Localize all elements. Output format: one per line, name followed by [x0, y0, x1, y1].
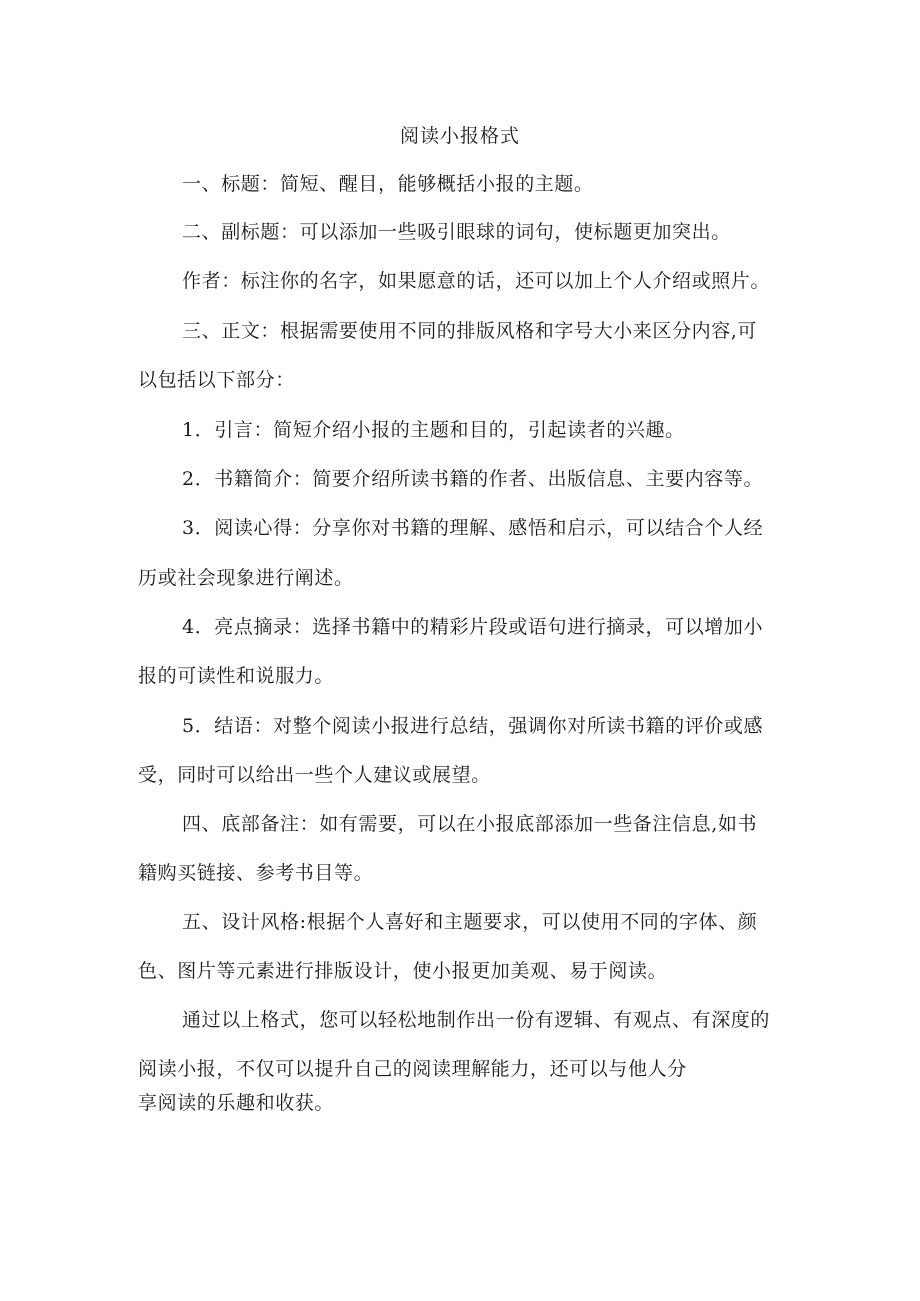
text-line-heading-1: 一、标题：简短、醒目，能够概括小报的主题。 — [182, 173, 594, 195]
text-line-item-3: 3．阅读心得：分享你对书籍的理解、感悟和启示，可以结合个人经 — [182, 517, 764, 539]
text-line-item-5: 5．结语：对整个阅读小报进行总结，强调你对所读书籍的评价或感 — [182, 715, 764, 737]
text-line-conclusion: 通过以上格式，您可以轻松地制作出一份有逻辑、有观点、有深度的 — [182, 1009, 771, 1031]
text-line-body-intro-cont: 以包括以下部分： — [138, 369, 295, 391]
text-line-conclusion-cont-1: 阅读小报，不仅可以提升自己的阅读理解能力，还可以与他人分 — [138, 1058, 687, 1080]
text-line-item-4: 4．亮点摘录：选择书籍中的精彩片段或语句进行摘录，可以增加小 — [182, 616, 764, 638]
text-line-item-3-cont: 历或社会现象进行阐述。 — [138, 567, 354, 589]
text-line-item-2: 2．书籍简介：简要介绍所读书籍的作者、出版信息、主要内容等。 — [182, 468, 764, 490]
text-line-item-1: 1．引言：简短介绍小报的主题和目的，引起读者的兴趣。 — [182, 419, 685, 441]
text-line-design-style: 五、设计风格:根据个人喜好和主题要求，可以使用不同的字体、颜 — [182, 911, 758, 933]
text-line-footer-notes: 四、底部备注：如有需要，可以在小报底部添加一些备注信息,如书 — [182, 813, 758, 835]
text-line-body-intro: 三、正文：根据需要使用不同的排版风格和字号大小来区分内容,可 — [182, 320, 758, 342]
text-line-subtitle: 二、副标题：可以添加一些吸引眼球的词句，使标题更加突出。 — [182, 221, 731, 243]
text-line-author: 作者：标注你的名字，如果愿意的话，还可以加上个人介绍或照片。 — [182, 270, 771, 292]
text-line-conclusion-cont-2: 享阅读的乐趣和收获。 — [138, 1092, 335, 1114]
text-line-item-5-cont: 受，同时可以给出一些个人建议或展望。 — [138, 764, 491, 786]
text-line-design-style-cont: 色、图片等元素进行排版设计，使小报更加美观、易于阅读。 — [138, 960, 668, 982]
text-line-item-4-cont: 报的可读性和说服力。 — [138, 665, 335, 687]
text-line-footer-notes-cont: 籍购买链接、参考书目等。 — [138, 862, 374, 884]
document-title: 阅读小报格式 — [399, 125, 520, 147]
